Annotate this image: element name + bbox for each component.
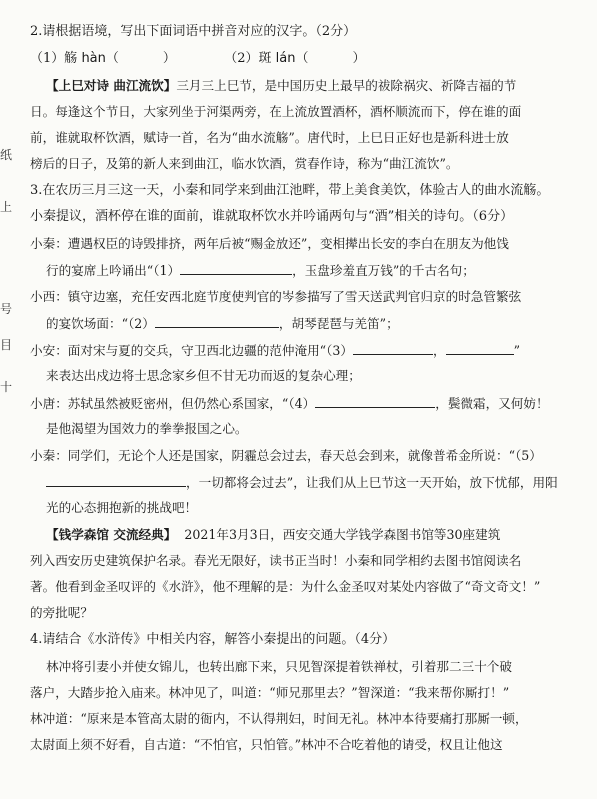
- margin-char: 目: [0, 338, 13, 352]
- qin2-line-3: 光的心态拥抱新的挑战吧！: [46, 500, 198, 515]
- tang-line-2: 是他渴望为国效力的拳拳报国之心。: [46, 421, 248, 436]
- answer-blank-3b[interactable]: [446, 342, 514, 355]
- question-3-stem: 3.在农历三月三这一天，小秦和同学来到曲江池畔，带上美食美饮，体验古人的曲水流觞。: [30, 183, 550, 198]
- q4-excerpt-line-4: 太尉面上须不好看，自古道：“不怕官，只怕管。”林冲不合吃着他的请受，权且让他这: [30, 737, 503, 752]
- answer-blank-4[interactable]: [315, 395, 435, 408]
- q4-excerpt-line-3: 林冲道：“原来是本管高太尉的衙内，不认得荆妇，时间无礼。林冲本待要痛打那厮一顿，: [30, 711, 528, 726]
- an-line-2: 来表达出戍边将士思念家乡但不甘无功而返的复杂心理；: [46, 368, 361, 383]
- question-4-stem: 4.请结合《水浒传》中相关内容，解答小秦提出的问题。（4分）: [30, 632, 396, 647]
- answer-blank-1[interactable]: [180, 262, 292, 275]
- passage-2-title: 【钱学森馆 交流经典】: [46, 527, 177, 542]
- passage-2-line-1: 【钱学森馆 交流经典】 2021年3月3日，西安交通大学钱学森图书馆等30座建筑: [46, 527, 501, 542]
- q4-excerpt-line-1: 林冲将引妻小并使女锦儿，也转出廊下来，只见智深提着铁禅杖，引着那二三十个破: [46, 659, 512, 674]
- margin-char: 十: [0, 380, 13, 394]
- tang-line-1: 小唐：苏轼虽然被贬密州，但仍然心系国家，“（4） ，鬓微霜，又何妨！: [30, 396, 549, 411]
- margin-char: 纸: [0, 148, 13, 162]
- question-3-line-2: 小秦提议，酒杯停在谁的面前，谁就取杯饮水并吟诵两句与“酒”相关的诗句。（6分）: [30, 209, 514, 224]
- qin-line-1: 小秦：遭遇权臣的诗毁排挤，两年后被“赐金放还”，变相撵出长安的李白在朋友为他饯: [30, 236, 509, 251]
- question-2-stem: 2.请根据语境，写出下面词语中拼音对应的汉字。（2分）: [30, 24, 357, 39]
- passage-1-line-4: 榜后的日子，及第的新人来到曲江，临水饮酒，赏春作诗，称为“曲江流饮”。: [30, 156, 459, 171]
- answer-blank-2[interactable]: [155, 315, 279, 328]
- passage-1-line-3: 前，谁就取杯饮酒，赋诗一首，名为“曲水流觞”。唐代时，上巳日正好也是新科进士放: [30, 130, 509, 145]
- margin-char: 上: [0, 200, 13, 214]
- passage-1-title: 【上巳对诗 曲江流饮】: [46, 78, 177, 93]
- passage-2-line-4: 的旁批呢？: [30, 605, 93, 620]
- margin-char: 号: [0, 302, 13, 316]
- question-2-items: （1）觞 hàn（ ） （2）斑 lán（ ）: [30, 51, 366, 66]
- answer-blank-5[interactable]: [46, 474, 186, 487]
- passage-2-line-2: 列入西安历史建筑保护名录。春光无限好，读书正当时！小秦和同学相约去图书馆阅读名: [30, 553, 522, 568]
- passage-2-line-3: 著。他看到金圣叹评的《水浒》，他不理解的是：为什么金圣叹对某处内容做了“奇文奇文！”: [30, 579, 541, 594]
- passage-1-line-1: 【上巳对诗 曲江流饮】三月三上巳节，是中国历史上最早的祓除祸灾、祈降吉福的节: [46, 78, 517, 93]
- xi-line-2: 的宴饮场面：“（2） ，胡琴琵琶与羌笛”；: [46, 316, 399, 331]
- xi-line-1: 小西：镇守边塞，充任安西北庭节度使判官的岑参描写了雪天送武判官归京的时急管繁弦: [30, 289, 522, 304]
- q4-excerpt-line-2: 落户，大踏步抢入庙来。林冲见了，叫道：“师兄那里去？”智深道：“我来帮你厮打！”: [30, 685, 510, 700]
- an-line-1: 小安：面对宋与夏的交兵，守卫西北边疆的范仲淹用“（3） ， ”: [30, 343, 521, 358]
- qin2-line-1: 小秦：同学们，无论个人还是国家，阴霾总会过去，春天总会到来，就像普希金所说：“（5）: [30, 448, 542, 463]
- passage-1-line-2: 日。每逢这个节日，大家列坐于河渠两旁，在上流放置酒杯，酒杯顺流而下，停在谁的面: [30, 104, 522, 119]
- qin2-line-2: ，一切都将会过去”，让我们从上巳节这一天开始，放下忧郁，用阳: [46, 474, 558, 491]
- qin-line-2: 行的宴席上吟诵出“（1） ，玉盘珍羞直万钱”的千古名句；: [46, 263, 475, 278]
- answer-blank-3a[interactable]: [353, 342, 433, 355]
